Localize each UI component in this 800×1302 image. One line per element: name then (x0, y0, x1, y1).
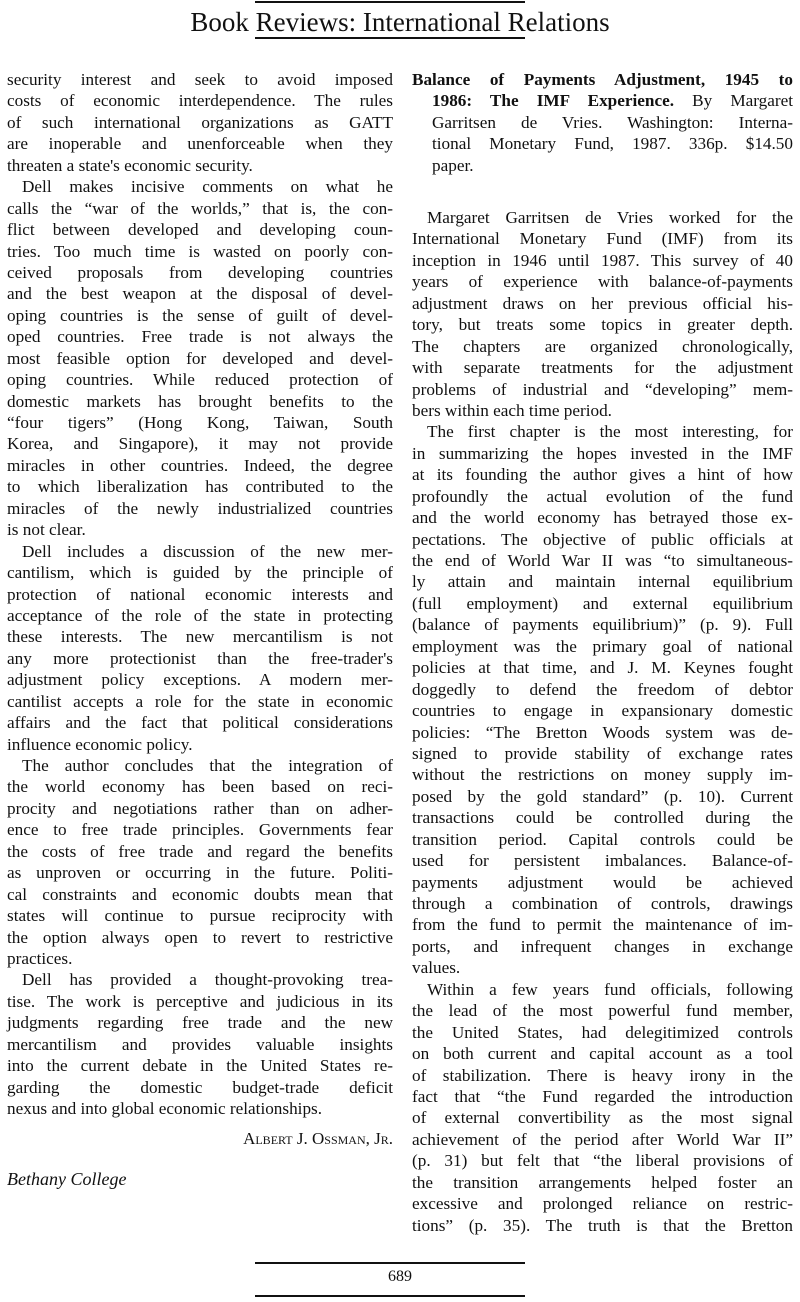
text-line: Korea, and Singapore), it may not provide (7, 434, 393, 454)
text-line: The author concludes that the integration of (22, 756, 393, 775)
text-line: and the best weapon at the disposal of devel- (7, 284, 393, 304)
text-line: The chapters are organized chronologically, (412, 336, 793, 356)
text-line: ceived proposals from developing countries (7, 262, 393, 282)
text-line: Within a few years fund officials, following (427, 979, 793, 999)
text-line: (full employment) and external equilibrium (412, 593, 793, 613)
text-line: on both current and capital account as a tool (412, 1044, 793, 1064)
text-line: tory, but treats some topics in greater depth. (412, 315, 793, 335)
text-line: miracles in other countries. Indeed, the degree (7, 455, 393, 475)
text-line: (balance of payments equilibrium)” (p. 9). Full (412, 615, 793, 635)
text-line: transactions could be controlled during the (412, 808, 793, 828)
text-line: security interest and seek to avoid imposed (7, 70, 393, 89)
text-line: excessive and prolonged reliance on restric- (412, 1194, 793, 1214)
citation-title-text: 1986: The IMF Experience. (432, 91, 674, 111)
text-line: from the fund to permit the maintenance of im- (412, 915, 793, 935)
text-line: employment was the primary goal of national (412, 636, 793, 656)
text-line: years of experience with balance-of-payments (412, 272, 793, 292)
text-line: adjustment draws on her previous official his- (412, 293, 793, 313)
text-line: fact that “the Fund regarded the introduction (412, 1086, 793, 1106)
citation-title-text: Balance of Payments Adjustment, 1945 to (412, 70, 793, 89)
text-line: these interests. The new mercantilism is not (7, 627, 393, 647)
text-line: judgments regarding free trade and the new (7, 1013, 393, 1033)
text-line: calls the “war of the worlds,” that is, the con- (7, 198, 393, 218)
text-line: (p. 31) but felt that “the liberal provisions of (412, 1151, 793, 1171)
text-line: oped countries. Free trade is not always the (7, 327, 393, 347)
text-line: acceptance of the role of the state in protecting (7, 605, 393, 625)
text-line: Dell includes a discussion of the new mer- (22, 541, 393, 561)
text-line: most feasible option for developed and devel- (7, 348, 393, 368)
header-rule-top (255, 1, 525, 3)
header-rule-bottom (255, 37, 525, 39)
citation-detail-text: paper. (432, 155, 474, 175)
text-line: tise. The work is perceptive and judicious in its (7, 991, 393, 1011)
text-line: cantilism, which is guided by the principle of (7, 563, 393, 583)
text-line: of such international organizations as GATT (7, 112, 393, 132)
text-line: Margaret Garritsen de Vries worked for the (427, 208, 793, 227)
citation-line (412, 112, 793, 133)
citation-detail-text: Garritsen de Vries. Washington: Interna- (432, 112, 793, 132)
text-line: posed by the gold standard” (p. 10). Current (412, 786, 793, 806)
text-line: bers within each time period. (412, 400, 612, 420)
text-line: into the current debate in the United States re- (7, 1056, 393, 1076)
text-line: pectations. The objective of public officials at (412, 529, 793, 549)
citation-line (412, 90, 793, 111)
text-line: tions” (p. 35). The truth is that the Bretton (412, 1215, 793, 1235)
text-line: is not clear. (7, 520, 86, 540)
text-line: and the world economy has betrayed those ex- (412, 508, 793, 528)
text-line: policies at that time, and J. M. Keynes fought (412, 658, 793, 678)
text-line: flict between developed and developing coun- (7, 220, 393, 240)
text-line: influence economic policy. (7, 734, 193, 754)
text-line: “four tigers” (Hong Kong, Taiwan, South (7, 413, 393, 432)
text-line: nexus and into global economic relationships. (7, 1099, 323, 1118)
text-line: Dell makes incisive comments on what he (22, 177, 393, 197)
book-citation (412, 69, 793, 176)
text-line: oping countries is the sense of guilt of devel- (7, 305, 393, 325)
text-line: the lead of the most powerful fund member, (412, 1001, 793, 1021)
citation-line (412, 155, 793, 176)
text-line: are inoperable and unenforceable when they (7, 134, 393, 154)
text-line: procity and negotiations rather than on adher- (7, 798, 393, 818)
text-line: problems of industrial and “developing” mem- (412, 379, 793, 399)
text-line: ence to free trade principles. Governments fear (7, 820, 393, 840)
text-line: International Monetary Fund (IMF) from its (412, 229, 793, 249)
text-line: achievement of the period after World War II” (412, 1129, 793, 1149)
text-line: the transition arrangements helped foster an (412, 1172, 793, 1192)
text-line: tries. Too much time is wasted on poorly con- (7, 241, 393, 261)
footer-rule-top (255, 1262, 525, 1264)
citation-detail-text: tional Monetary Fund, 1987. 336p. $14.50 (432, 134, 793, 154)
citation-detail-text: By Margaret (674, 91, 793, 111)
text-line: values. (412, 958, 461, 978)
text-line: countries to engage in expansionary domestic (412, 701, 793, 721)
text-line: through a combination of controls, drawings (412, 894, 793, 913)
text-line: of external convertibility as the most signal (412, 1108, 793, 1128)
text-line: protection of national economic interests and (7, 584, 393, 604)
reviewer-signature: Albert J. Ossman, Jr. (243, 1129, 393, 1148)
text-line: the world economy has been based on reci- (7, 777, 393, 797)
text-line: used for persistent imbalances. Balance-of- (412, 851, 793, 871)
reviewer-affiliation: Bethany College (7, 1169, 127, 1189)
text-line: cantilist accepts a role for the state in economic (7, 691, 393, 711)
text-line: with separate treatments for the adjustment (412, 358, 793, 378)
text-line: adjustment policy exceptions. A modern mer- (7, 670, 393, 690)
text-line: to which liberalization has contributed to the (7, 477, 393, 497)
text-line: mercantilism and provides valuable insights (7, 1034, 393, 1054)
text-line: states will continue to pursue reciprocity with (7, 906, 393, 926)
text-line: ly attain and maintain internal equilibrium (412, 572, 793, 592)
text-line: without the restrictions on money supply im- (412, 765, 793, 785)
text-line: oping countries. While reduced protection of (7, 370, 393, 390)
left-column (7, 69, 393, 1119)
text-line: at its founding the author gives a hint of how (412, 465, 793, 485)
text-line: signed to provide stability of exchange rates (412, 743, 793, 763)
text-line: ports, and infrequent changes in exchange (412, 936, 793, 956)
text-line: miracles of the newly industrialized countries (7, 498, 393, 518)
citation-line (412, 133, 793, 154)
text-line: affairs and the fact that political considerations (7, 713, 393, 733)
text-line: The first chapter is the most interesting, for (427, 422, 793, 442)
text-line: of stabilization. There is heavy irony in the (412, 1065, 793, 1085)
text-line: transition period. Capital controls could be (412, 829, 793, 849)
text-line: payments adjustment would be achieved (412, 872, 793, 892)
text-line: the option always open to revert to restrictive (7, 927, 393, 947)
citation-line (412, 69, 793, 90)
text-line: cal constraints and economic doubts mean that (7, 884, 393, 904)
footer-rule-bottom (255, 1295, 525, 1297)
text-line: the United States, had delegitimized controls (412, 1022, 793, 1042)
right-column (412, 207, 793, 1236)
text-line: any more protectionist than the free-trader's (7, 648, 393, 668)
text-line: the end of World War II was “to simultaneous- (412, 551, 793, 570)
text-line: doggedly to defend the freedom of debtor (412, 679, 793, 699)
text-line: policies: “The Bretton Woods system was de- (412, 722, 793, 742)
text-line: profoundly the actual evolution of the fund (412, 486, 793, 506)
page-number: 689 (388, 1268, 412, 1285)
text-line: as unproven or occurring in the future. Politi- (7, 863, 393, 883)
text-line: practices. (7, 948, 73, 968)
text-line: the costs of free trade and regard the benefits (7, 841, 393, 861)
running-header: Book Reviews: International Relations (190, 7, 610, 37)
text-line: inception in 1946 until 1987. This survey of 40 (412, 250, 793, 270)
text-line: in summarizing the hopes invested in the IMF (412, 443, 793, 463)
text-line: costs of economic interdependence. The rules (7, 91, 393, 111)
text-line: threaten a state's economic security. (7, 155, 253, 175)
text-line: domestic markets has brought benefits to the (7, 391, 393, 411)
text-line: garding the domestic budget-trade deficit (7, 1077, 393, 1097)
text-line: Dell has provided a thought-provoking trea- (22, 970, 393, 990)
